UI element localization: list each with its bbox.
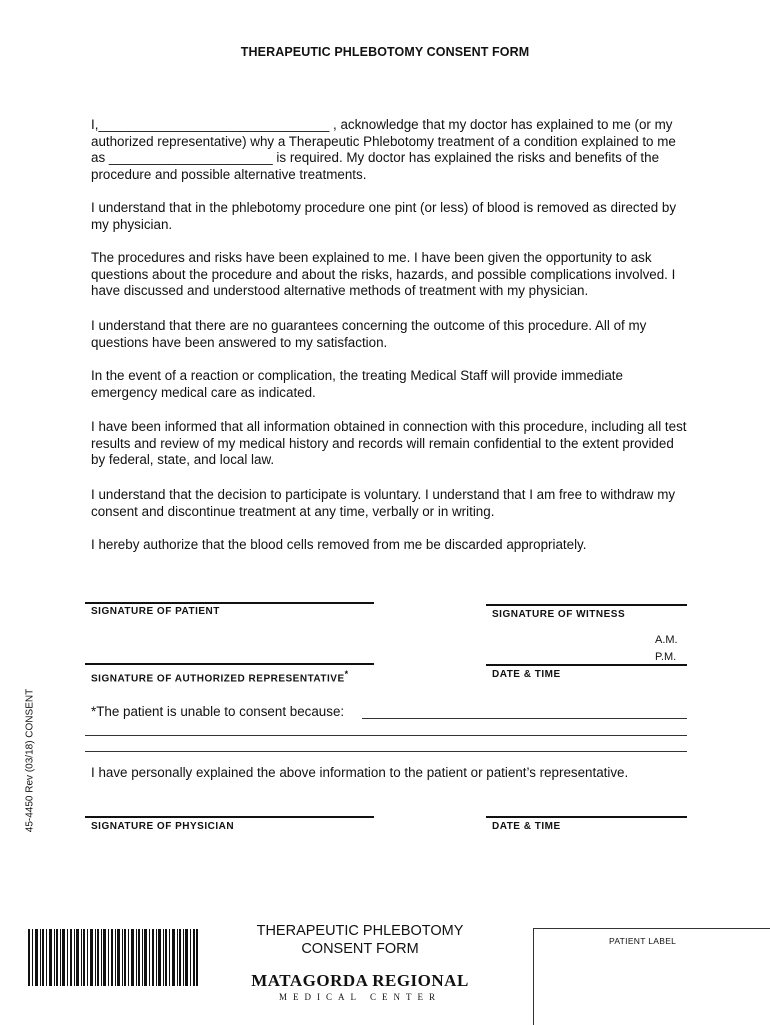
authorization-paragraph: I hereby authorize that the blood cells removed from me be discarded appropriately. (91, 537, 587, 552)
physician-signature-line[interactable] (85, 816, 374, 818)
representative-signature-line[interactable] (85, 663, 374, 665)
form-code-sidebar: 45-4450 Rev (03/18) CONSENT (24, 688, 36, 833)
procedure-paragraph: I understand that in the phlebotomy procedure one pint (or less) of blood is removed as directed by my physician. (91, 200, 677, 232)
patient-signature-label: SIGNATURE OF PATIENT (91, 606, 220, 617)
barcode-graphic (28, 929, 198, 986)
confidentiality-paragraph: I have been informed that all information obtained in connection with this procedure, including all test results and review of my medical history and records will remain confidential to the extent provided by federal, state, and local law. (91, 419, 687, 468)
patient-label-box (533, 928, 770, 1025)
patient-signature-line[interactable] (85, 602, 374, 604)
physician-date-time-line[interactable] (486, 816, 687, 818)
witness-signature-line[interactable] (486, 604, 687, 606)
physician-date-time-label: DATE & TIME (492, 821, 561, 832)
am-label: A.M. (655, 634, 678, 646)
risks-paragraph: The procedures and risks have been explained to me. I have been given the opportunity to ask questions about the procedure and about the risks, hazards, and possible complications involved. I have discussed and understood alternative methods of treatment with my physician. (91, 250, 676, 299)
date-time-label: DATE & TIME (492, 669, 561, 680)
unable-reason-line-3[interactable] (85, 751, 687, 752)
voluntary-paragraph: I understand that the decision to participate is voluntary. I understand that I am free to withdraw my consent and discontinue treatment at any time, verbally or in writing. (91, 487, 676, 519)
date-time-line[interactable] (486, 664, 687, 666)
unable-reason-line-2[interactable] (85, 735, 687, 736)
representative-signature-label: SIGNATURE OF AUTHORIZED REPRESENTATIVE* (91, 669, 349, 685)
witness-signature-label: SIGNATURE OF WITNESS (492, 609, 626, 620)
acknowledgement-paragraph: I,_______________________________ , acknowledge that my doctor has explained to me (or my authorized representative) why a Therapeutic Phlebotomy treatment of a condition explained to me as ______________________ is required. My doctor has explained the risks and benefits of the procedure and possible alternative treatments. (91, 117, 676, 182)
unable-reason-line-1[interactable] (362, 718, 687, 719)
guarantees-paragraph: I understand that there are no guarantees concerning the outcome of this procedure. All of my questions have been answered to my satisfaction. (91, 318, 647, 350)
unable-to-consent-label: *The patient is unable to consent because: (91, 704, 345, 719)
footer-title-line-1: THERAPEUTIC PHLEBOTOMY (256, 923, 464, 939)
asterisk-mark: * (344, 669, 349, 679)
explained-statement: I have personally explained the above information to the patient or patient’s representative. (91, 765, 629, 780)
footer-title-line-2: CONSENT FORM (301, 941, 419, 957)
pm-label: P.M. (655, 651, 677, 663)
patient-label-text: PATIENT LABEL (609, 936, 677, 946)
emergency-paragraph: In the event of a reaction or complication, the treating Medical Staff will provide immediate emergency medical care as indicated. (91, 368, 623, 400)
physician-signature-label: SIGNATURE OF PHYSICIAN (91, 821, 235, 832)
hospital-brand-subtitle: MEDICAL CENTER (279, 992, 441, 1002)
form-title: THERAPEUTIC PHLEBOTOMY CONSENT FORM (240, 45, 530, 59)
hospital-brand-name: MATAGORDA REGIONAL (251, 971, 469, 990)
